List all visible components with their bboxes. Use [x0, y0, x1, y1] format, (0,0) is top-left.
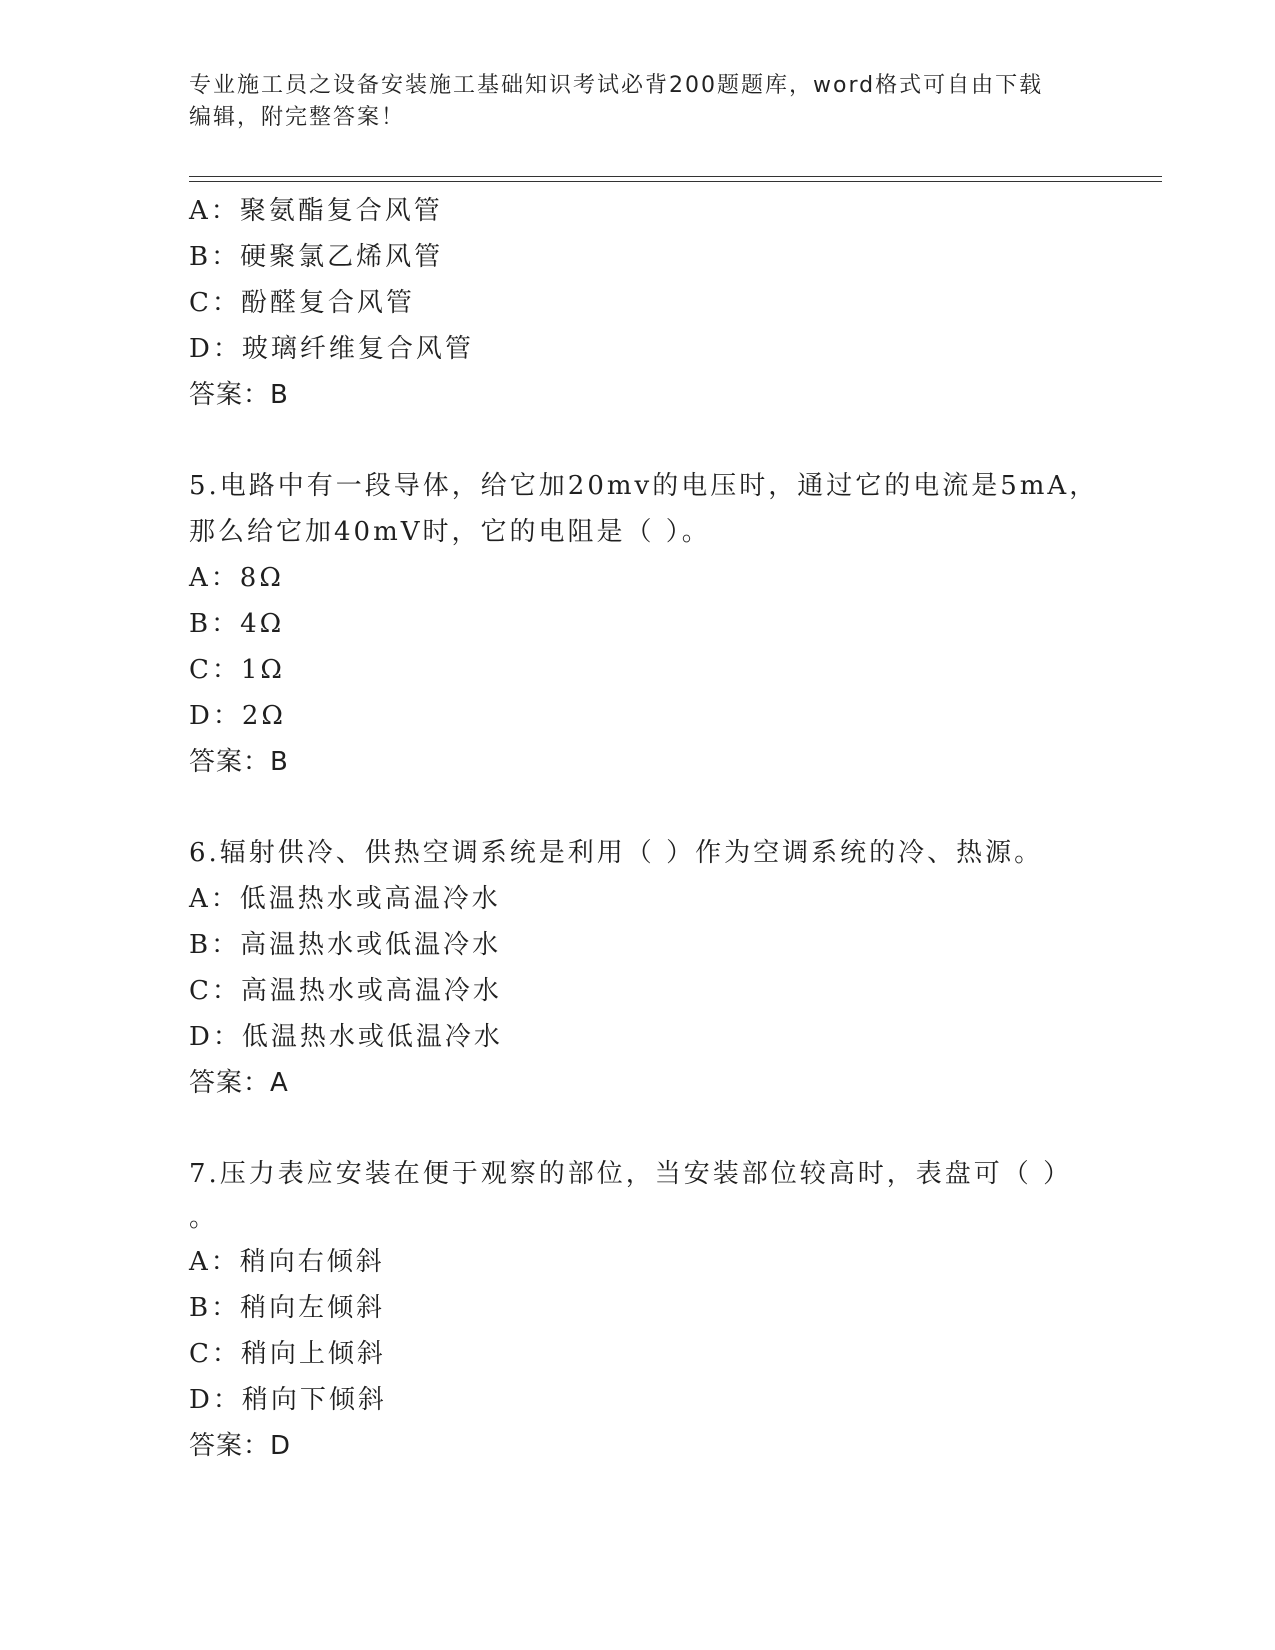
option-d: D：2Ω	[189, 701, 286, 731]
option-a: A：8Ω	[189, 563, 284, 593]
header-line-1: 专业施工员之设备安装施工基础知识考试必背200题题库，word格式可自由下载	[189, 73, 1044, 98]
header-line-2: 编辑，附完整答案！	[189, 105, 406, 130]
header-divider-bottom	[189, 181, 1162, 182]
option-a: A：低温热水或高温冷水	[189, 884, 501, 914]
answer-line: 答案：A	[189, 1068, 289, 1098]
question-text-line-2: 那么给它加40mV时，它的电阻是（ ）。	[189, 517, 711, 547]
option-b: B：4Ω	[189, 609, 285, 639]
spacer	[189, 418, 1149, 463]
option-a: A：聚氨酯复合风管	[189, 196, 443, 226]
option-c: C：高温热水或高温冷水	[189, 976, 502, 1006]
question-text-line-2: 。	[189, 1203, 216, 1233]
document-header	[189, 70, 1089, 134]
option-a: A：稍向右倾斜	[189, 1247, 385, 1277]
answer-line: 答案：B	[189, 747, 289, 777]
option-c: C：1Ω	[189, 655, 285, 685]
question-text-line-1: 7.压力表应安装在便于观察的部位，当安装部位较高时，表盘可（ ）	[189, 1159, 1073, 1189]
option-b: B：高温热水或低温冷水	[189, 930, 502, 960]
option-d: D：低温热水或低温冷水	[189, 1022, 503, 1052]
header-divider-top	[189, 176, 1162, 177]
option-d: D：稍向下倾斜	[189, 1385, 387, 1415]
question-6	[189, 830, 1149, 1106]
question-text-line-1: 6.辐射供冷、供热空调系统是利用（ ）作为空调系统的冷、热源。	[189, 838, 1044, 868]
option-c: C：稍向上倾斜	[189, 1339, 386, 1369]
option-c: C：酚醛复合风管	[189, 288, 415, 318]
answer-line: 答案：D	[189, 1431, 292, 1461]
question-text-line-1: 5.电路中有一段导体，给它加20mv的电压时，通过它的电流是5mA，	[189, 471, 1099, 501]
spacer	[189, 785, 1149, 830]
question-7	[189, 1151, 1149, 1469]
answer-line: 答案：B	[189, 380, 289, 410]
question-4	[189, 188, 1149, 418]
option-d: D：玻璃纤维复合风管	[189, 334, 474, 364]
question-5	[189, 463, 1149, 785]
option-b: B：硬聚氯乙烯风管	[189, 242, 444, 272]
spacer	[189, 1106, 1149, 1151]
question-list	[189, 188, 1149, 1469]
option-b: B：稍向左倾斜	[189, 1293, 386, 1323]
